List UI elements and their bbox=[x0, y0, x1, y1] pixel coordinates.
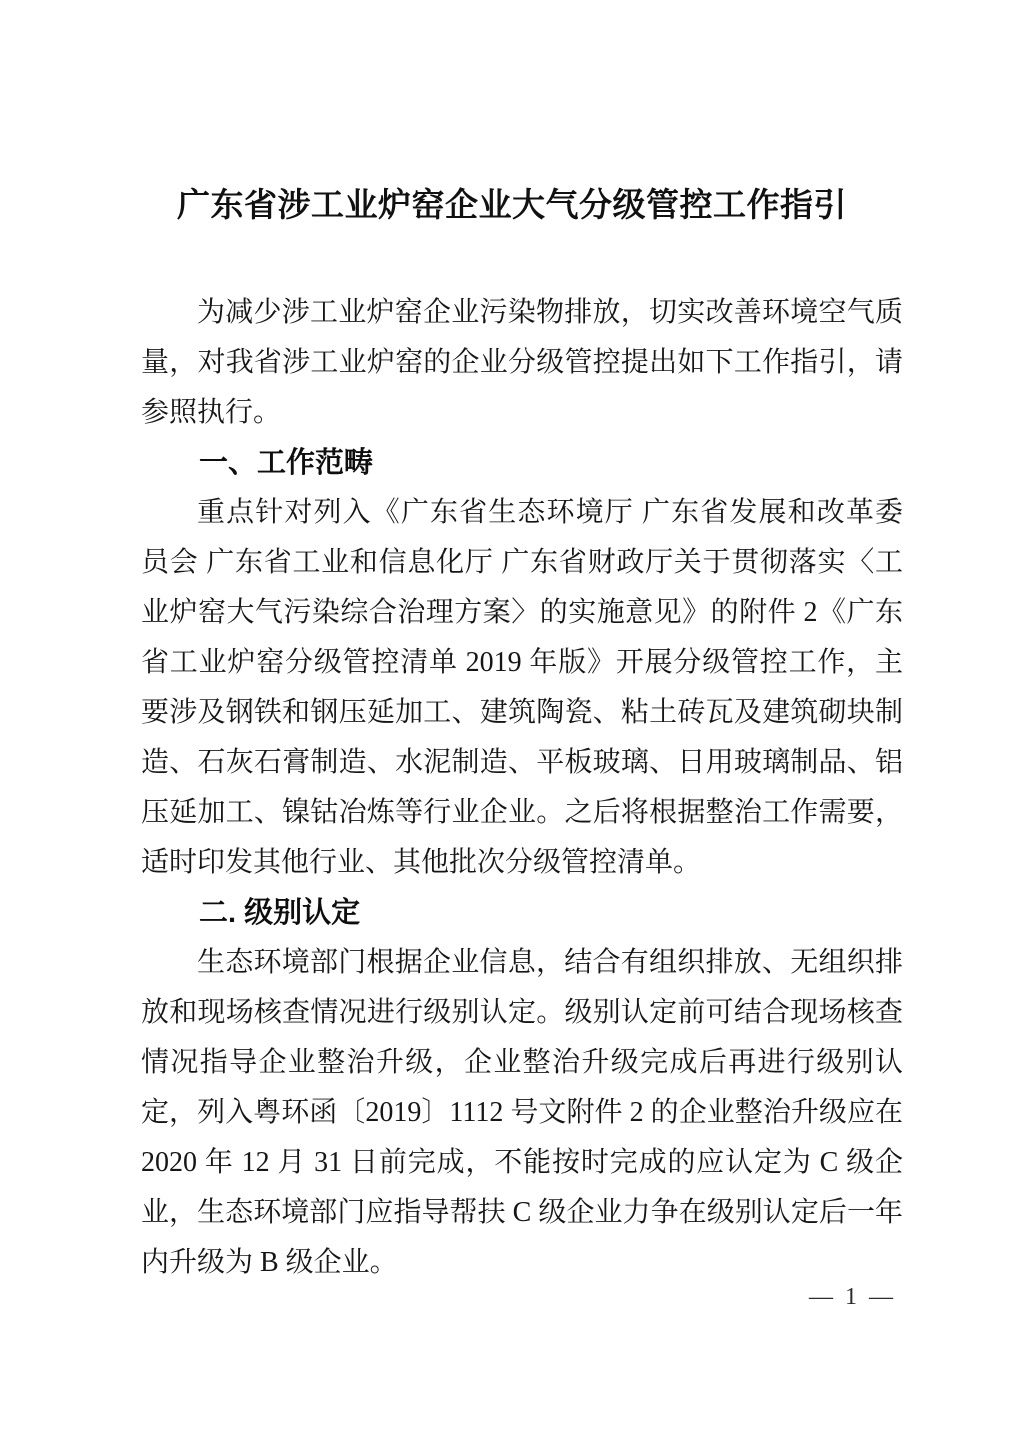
paragraph-work-scope: 重点针对列入《广东省生态环境厅 广东省发展和改革委员会 广东省工业和信息化厅 广东省财政厅关于贯彻落实〈工业炉窑大气污染综合治理方案〉的实施意见》的附件 2《广东省工业炉窑分级管控清单 2019 年版》开展分级管控工作，主要涉及钢铁和钢压延加工、建筑陶瓷、粘土砖瓦及建筑砌块制造、石灰石膏制造、水泥制造、平板玻璃、日用玻璃制品、铝压延加工、镍钴冶炼等行业企业。之后将根据整治工作需要，适时印发其他行业、其他批次分级管控清单。 bbox=[141, 497, 903, 878]
page-number: — 1 — bbox=[809, 1284, 896, 1310]
section-heading-work-scope: 一、工作范畴 bbox=[199, 447, 374, 479]
paragraph-intro: 为减少涉工业炉窑企业污染物排放，切实改善环境空气质量，对我省涉工业炉窑的企业分级管控提出如下工作指引，请参照执行。 bbox=[141, 297, 903, 428]
paragraph-grade-determination: 生态环境部门根据企业信息，结合有组织排放、无组织排放和现场核查情况进行级别认定。级别认定前可结合现场核查情况指导企业整治升级，企业整治升级完成后再进行级别认定，列入粤环函〔2019〕1112 号文附件 2 的企业整治升级应在 2020 年 12 月 31 日前完成，不能按时完成的应认定为 C 级企业，生态环境部门应指导帮扶 C 级企业力争在级别认定后一年内升级为 B 级企业。 bbox=[141, 947, 903, 1278]
document-body bbox=[141, 288, 903, 1288]
document-title: 广东省涉工业炉窑企业大气分级管控工作指引 bbox=[177, 188, 847, 224]
section-heading-grade-determination: 二. 级别认定 bbox=[199, 897, 361, 929]
